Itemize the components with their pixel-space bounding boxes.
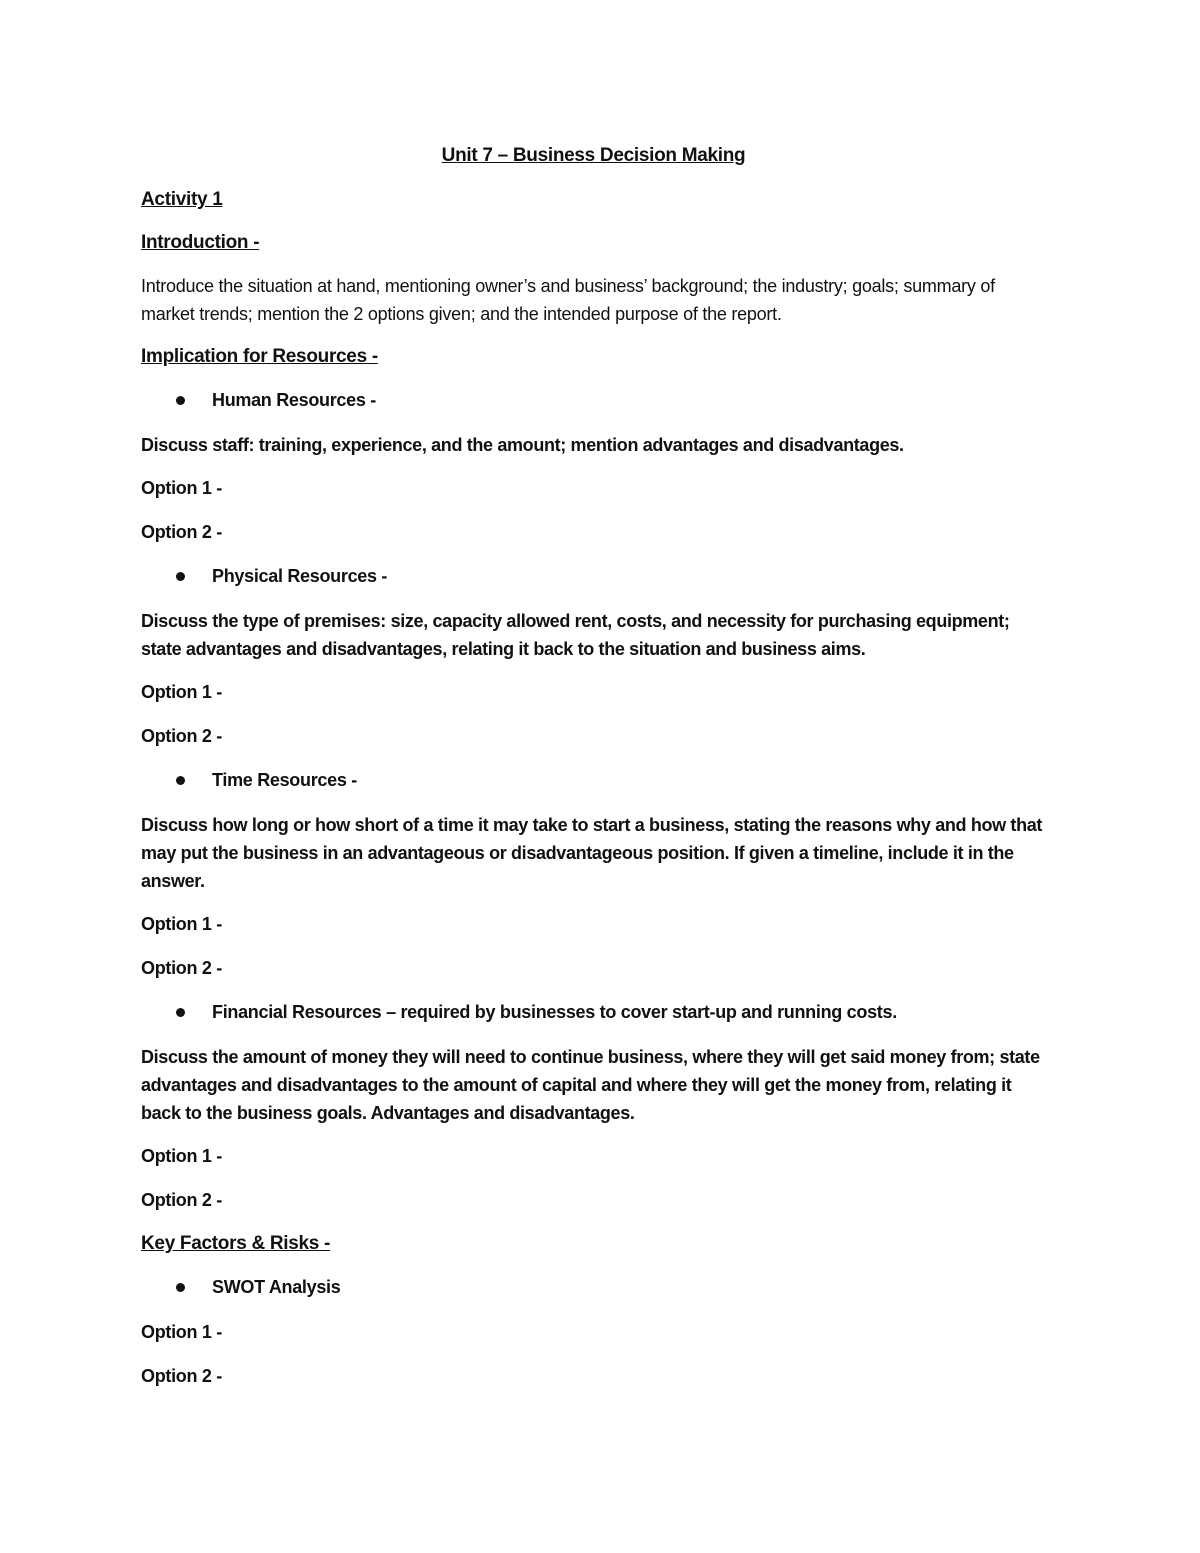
bullet-icon [176,396,185,405]
bullet-icon [176,1008,185,1017]
human-option-2: Option 2 - [141,522,222,542]
human-option-1: Option 1 - [141,478,222,498]
time-resources-text: Discuss how long or how short of a time it may take to start a business, stating the reasons why and how that may put the business in an advantageous or disadvantageous position. If given a timeline, include it in the answer. [141,815,1043,891]
physical-resources-text: Discuss the type of premises: size, capacity allowed rent, costs, and necessity for purchasing equipment; state advantages and disadvantages, relating it back to the situation and business aims. [141,611,1010,659]
time-option-2: Option 2 - [141,958,222,978]
human-resources-label: Human Resources - [212,390,376,410]
physical-option-1: Option 1 - [141,682,222,702]
swot-option-2: Option 2 - [141,1366,222,1386]
bullet-icon [176,1283,185,1292]
financial-resources-text: Discuss the amount of money they will need to continue business, where they will get said money from; state advantages and disadvantages to the amount of capital and where they will get the money from, relating it back to the business goals. Advantages and disadvantages. [141,1047,1040,1123]
time-option-1: Option 1 - [141,914,222,934]
introduction-text: Introduce the situation at hand, mentioning owner’s and business’ background; the industry; goals; summary of market trends; mention the 2 options given; and the intended purpose of the report. [141,276,995,324]
financial-option-2: Option 2 - [141,1190,222,1210]
bullet-icon [176,776,185,785]
physical-resources-label: Physical Resources - [212,566,388,586]
activity-heading: Activity 1 [141,189,223,210]
time-resources-label: Time Resources - [212,770,357,790]
introduction-heading: Introduction - [141,232,260,253]
bullet-swot-analysis [141,1273,1046,1301]
key-factors-heading: Key Factors & Risks - [141,1233,331,1254]
bullet-financial-resources [141,998,1046,1026]
bullet-physical-resources [141,562,1046,590]
swot-option-1: Option 1 - [141,1322,222,1342]
document-content [141,142,1046,1406]
implication-heading: Implication for Resources - [141,346,378,367]
bullet-time-resources [141,766,1046,794]
physical-option-2: Option 2 - [141,726,222,746]
bullet-human-resources [141,386,1046,414]
bullet-icon [176,572,185,581]
financial-resources-label: Financial Resources – required by businesses to cover start-up and running costs. [212,1002,897,1022]
financial-option-1: Option 1 - [141,1146,222,1166]
document-title: Unit 7 – Business Decision Making [441,145,746,166]
swot-analysis-label: SWOT Analysis [212,1277,341,1297]
human-resources-text: Discuss staff: training, experience, and the amount; mention advantages and disadvantages. [141,435,904,455]
